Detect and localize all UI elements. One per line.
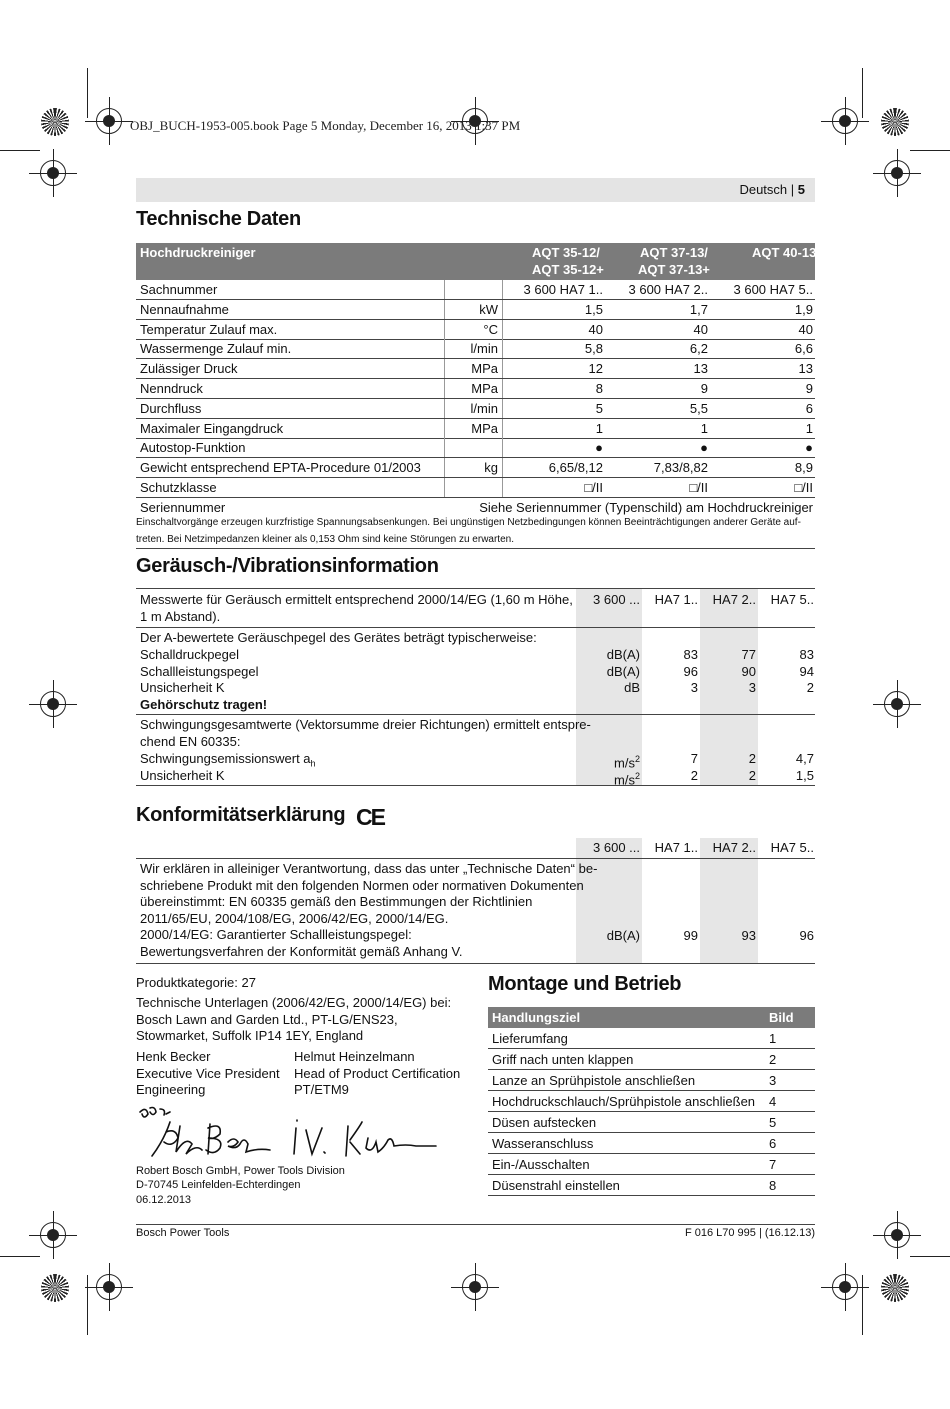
row-value: 3 600 HA7 1.. bbox=[523, 282, 603, 297]
row-label: Wassermenge Zulauf min. bbox=[140, 341, 292, 357]
ce-mark-icon: CE bbox=[356, 804, 384, 830]
row-value: 1,7 bbox=[689, 301, 708, 317]
page-label: Deutsch | 5 bbox=[739, 182, 805, 197]
row-value: 1 bbox=[595, 420, 603, 436]
noise-row-label: Schalldruckpegel bbox=[140, 647, 240, 662]
row-value: 7,83/8,82 bbox=[653, 460, 708, 476]
montage-row bbox=[488, 1154, 815, 1175]
row-unit: MPa bbox=[471, 420, 498, 436]
row-value: 1 bbox=[700, 420, 708, 436]
table-row bbox=[136, 478, 815, 498]
row-value: 6,6 bbox=[794, 341, 813, 357]
note-line: treten. Bei Netzimpedanzen kleiner als 0,153 Ohm sind keine Störungen zu erwarten. bbox=[136, 534, 514, 545]
row-value: 5 bbox=[595, 400, 603, 416]
signatory-2: Helmut Heinzelmann Head of Product Certification PT/ETM9 bbox=[294, 1049, 461, 1097]
montage-picture-ref: 8 bbox=[769, 1178, 777, 1193]
montage-picture-ref: 1 bbox=[769, 1031, 777, 1046]
montage-goal: Lanze an Sprühpistole anschließen bbox=[492, 1073, 696, 1088]
row-unit: l/min bbox=[470, 400, 498, 416]
row-unit: kW bbox=[479, 301, 498, 317]
row-label: Nennaufnahme bbox=[140, 301, 229, 317]
row-value: 40 bbox=[693, 321, 708, 337]
row-value: 12 bbox=[588, 361, 603, 377]
registration-star-icon bbox=[41, 108, 69, 136]
section-title-montage: Montage und Betrieb bbox=[488, 973, 682, 995]
row-value: 40 bbox=[588, 321, 603, 337]
montage-goal: Wasseranschluss bbox=[492, 1136, 594, 1151]
technical-documents: Technische Unterlagen (2006/42/EG, 2000/14/EG) bei: Bosch Lawn and Garden Ltd., PT-LG/ENS23, Stowmarket, Suffolk IP14 1EY, England bbox=[136, 995, 452, 1043]
row-value: □/II bbox=[794, 480, 813, 495]
table-row bbox=[136, 419, 815, 439]
row-label: Sachnummer bbox=[140, 282, 218, 297]
row-label: Schutzklasse bbox=[140, 480, 217, 495]
row-unit: l/min bbox=[470, 341, 498, 357]
montage-picture-ref: 5 bbox=[769, 1115, 777, 1130]
row-label: Temperatur Zulauf max. bbox=[140, 321, 278, 337]
row-value: 9 bbox=[700, 381, 708, 396]
row-value: 1 bbox=[805, 420, 813, 436]
row-value: 1,5 bbox=[584, 301, 603, 317]
row-label: Nenndruck bbox=[140, 381, 203, 396]
montage-row bbox=[488, 1049, 815, 1070]
row-value: 3 600 HA7 2.. bbox=[628, 282, 708, 297]
montage-goal: Düsen aufstecken bbox=[492, 1115, 597, 1130]
montage-picture-ref: 6 bbox=[769, 1136, 777, 1151]
row-value: 13 bbox=[798, 361, 813, 377]
montage-row bbox=[488, 1070, 815, 1091]
section-title-tech: Technische Daten bbox=[136, 208, 301, 230]
row-value: 8 bbox=[595, 381, 603, 396]
row-label: Durchfluss bbox=[140, 400, 202, 416]
montage-goal: Griff nach unten klappen bbox=[492, 1052, 634, 1067]
vibration-row-label: Schwingungsemissionswert $a_h$ bbox=[140, 751, 316, 769]
signatures-image bbox=[136, 1104, 456, 1166]
table-row bbox=[136, 458, 815, 478]
row-value: ● bbox=[700, 440, 708, 456]
signatory-1: Henk Becker Executive Vice President Engineering bbox=[136, 1049, 280, 1097]
montage-picture-ref: 7 bbox=[769, 1157, 777, 1172]
row-value: □/II bbox=[584, 480, 603, 495]
noise-row-label: Unsicherheit K bbox=[140, 680, 225, 695]
row-value: 6,65/8,12 bbox=[548, 460, 603, 476]
montage-goal: Ein-/Ausschalten bbox=[492, 1157, 590, 1172]
noise-row-label: Schallleistungspegel bbox=[140, 663, 259, 679]
montage-picture-ref: 3 bbox=[769, 1073, 777, 1088]
row-value: 9 bbox=[805, 381, 813, 396]
montage-row bbox=[488, 1091, 815, 1112]
row-value: □/II bbox=[689, 480, 708, 495]
row-value: ● bbox=[805, 440, 813, 456]
montage-picture-ref: 2 bbox=[769, 1052, 777, 1067]
row-value: ● bbox=[595, 440, 603, 456]
row-label: Maximaler Eingangdruck bbox=[140, 420, 284, 436]
conformity-text: Wir erklären in alleiniger Verantwortung, dass das unter „Technische Daten“ be- schriebene Produkt mit den folgenden Normen oder normativen Dokumenten übereinstimmt: EN 60335 gemäß den Bestimmungen der Richtlinien 2011/65/EU, 2004/108/EG, 2006/42/EG, 2000/14/EG. 2000/14/EG: Garantierter Schallleistungspegel: Bewertungsverfahren der Konformität gemäß Anhang V. bbox=[140, 861, 598, 959]
row-value: 40 bbox=[798, 321, 813, 337]
print-header-line: OBJ_BUCH-1953-005.book Page 5 Monday, December 16, 2013 1:37 PM bbox=[130, 118, 521, 133]
row-value: 5,5 bbox=[689, 400, 708, 416]
row-unit: MPa bbox=[471, 381, 498, 396]
table-row bbox=[136, 300, 815, 320]
product-category: Produktkategorie: 27 bbox=[136, 975, 256, 990]
row-value: 6,2 bbox=[689, 341, 708, 357]
registration-star-icon bbox=[41, 1274, 69, 1302]
row-label: Autostop-Funktion bbox=[140, 440, 246, 456]
page-header-bar bbox=[136, 178, 815, 202]
note-line: Einschaltvorgänge erzeugen kurzfristige Spannungsabsenkungen. Bei ungünstigen Netzbedingungen können Beeinträchtigungen anderer Geräte auf- bbox=[136, 517, 801, 528]
section-title-conformity: Konformitätserklärung bbox=[136, 804, 346, 826]
row-value: 5,8 bbox=[584, 341, 603, 357]
table-row bbox=[136, 359, 815, 379]
row-value: 13 bbox=[693, 361, 708, 377]
montage-table-header: Handlungsziel Bild bbox=[488, 1007, 815, 1028]
table-row bbox=[136, 379, 815, 399]
noise-a-intro: Der A-bewertete Geräuschpegel des Gerätes beträgt typischerweise: bbox=[140, 630, 537, 645]
row-unit: °C bbox=[483, 321, 498, 337]
page-footer: Bosch Power Tools F 016 L70 995 | (16.12.13) bbox=[136, 1224, 815, 1225]
vibration-intro: Schwingungsgesamtwerte (Vektorsumme dreier Richtungen) ermittelt entspre- chend EN 60335: bbox=[140, 717, 591, 749]
company-block: Robert Bosch GmbH, Power Tools Division D-70745 Leinfelden-Echterdingen 06.12.2013 bbox=[136, 1165, 345, 1206]
warning-text: Gehörschutz tragen! bbox=[140, 697, 268, 712]
table-row: Seriennummer Siehe Seriennummer (Typenschild) am Hochdruckreiniger bbox=[140, 500, 813, 515]
montage-goal: Düsenstrahl einstellen bbox=[492, 1178, 620, 1193]
row-label: Gewicht entsprechend EPTA-Procedure 01/2003 bbox=[140, 460, 421, 476]
montage-row bbox=[488, 1112, 815, 1133]
table-row bbox=[136, 399, 815, 419]
row-value: 6 bbox=[805, 400, 813, 416]
registration-star-icon bbox=[881, 1274, 909, 1302]
tech-table-header: Hochdruckreiniger AQT 35-12/ AQT 35-12+ AQT 37-13/ AQT 37-13+ AQT 40-13 bbox=[136, 243, 815, 280]
table-row bbox=[136, 438, 815, 458]
table-row bbox=[136, 339, 815, 359]
table-row bbox=[136, 320, 815, 340]
section-title-noise: Geräusch-/Vibrationsinformation bbox=[136, 555, 439, 577]
row-unit: kg bbox=[484, 460, 498, 476]
vibration-row-label: Unsicherheit K bbox=[140, 767, 225, 783]
row-label: Zulässiger Druck bbox=[140, 361, 238, 377]
row-value: 8,9 bbox=[794, 460, 813, 476]
montage-picture-ref: 4 bbox=[769, 1094, 777, 1109]
table-row bbox=[136, 280, 815, 300]
montage-row bbox=[488, 1133, 815, 1154]
row-value: 3 600 HA7 5.. bbox=[733, 282, 813, 297]
montage-row bbox=[488, 1028, 815, 1049]
noise-intro: Messwerte für Geräusch ermittelt entsprechend 2000/14/EG (1,60 m Höhe, 1 m Abstand). bbox=[140, 592, 573, 624]
montage-goal: Hochdruckschlauch/Sprühpistole anschließen bbox=[492, 1094, 756, 1109]
row-value: 1,9 bbox=[794, 301, 813, 317]
row-unit: MPa bbox=[471, 361, 498, 377]
montage-goal: Lieferumfang bbox=[492, 1031, 568, 1046]
montage-row bbox=[488, 1175, 815, 1196]
registration-star-icon bbox=[881, 108, 909, 136]
